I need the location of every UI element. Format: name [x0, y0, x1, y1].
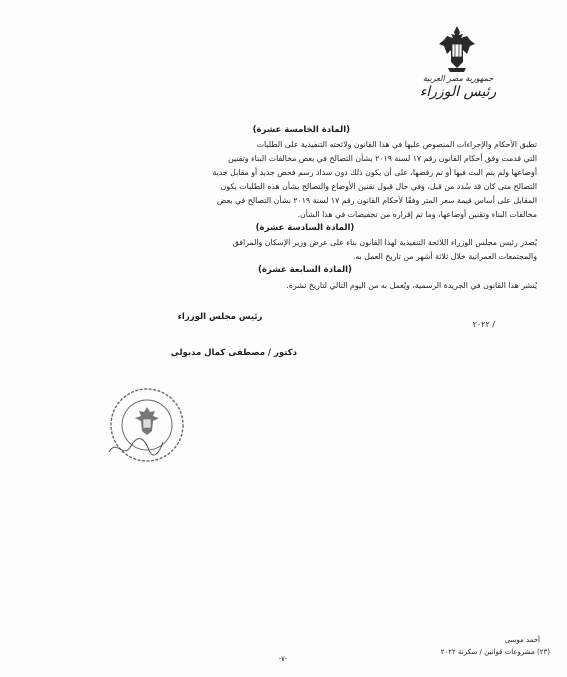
signature-scribble-icon: [105, 432, 165, 462]
signature-title: رئيس مجلس الوزراء: [177, 312, 263, 322]
article-16-line: يُصدر رئيس مجلس الوزراء اللائحة التنفيذية لهذا القانون بناء على عرض وزير الإسكان والمرافق: [232, 238, 537, 247]
article-17-heading: (المادة السابعة عشرة): [258, 265, 352, 275]
header-country: جمهورية مصر العربية: [422, 74, 494, 83]
article-15-line: المقابل على أساس قيمة سعر المتر وفقًا لأحكام القانون رقم ١٧ لسنة ٢٠١٩ بشأن التصالح في بعض: [217, 196, 537, 205]
signature-name: دكتور / مصطفى كمال مدبولى: [170, 348, 297, 358]
header-office: رئيس الوزراء: [419, 84, 497, 100]
footer-author: أحمد موسى: [504, 636, 540, 644]
article-15-line: التصالح متى كان قد سُدد من قبل، وفي حال قبول تقنين الأوضاع والتصالح بشأن هذه الطلبات يكون: [220, 182, 537, 191]
article-17-line: يُنشر هذا القانون في الجريدة الرسمية، ويُعمل به من اليوم التالي لتاريخ نشره.: [286, 281, 537, 290]
footer-reference: (٢٣) مشروعات قوانين / سكرتة ٢٠٢٢: [440, 648, 550, 656]
signature-date: / ٢٠٢٢: [472, 320, 495, 329]
page-number: -٧-: [278, 655, 288, 663]
article-15-heading: (المادة الخامسة عشرة): [252, 125, 350, 135]
article-15-line: أوضاعها ولم يتم البت فيها أو تم رفضها، على أن يكون ذلك دون سداد رسم فحص جديد أو مقابل جدية: [212, 168, 537, 177]
article-16-heading: (المادة السادسة عشرة): [255, 223, 355, 233]
article-15-line: التي قدمت وفق أحكام القانون رقم ١٧ لسنة ٢٠١٩ بشأن التصالح في بعض مخالفات البناء وتقنين: [227, 154, 537, 163]
eagle-emblem-icon: [437, 24, 477, 74]
article-16-line: والمجتمعات العمرانية خلال ثلاثة أشهر من تاريخ العمل به.: [352, 252, 537, 261]
article-15-line: مخالفات البناء وتقنين أوضاعها، وما تم إقراره من تخفيضات في هذا الشأن.: [297, 210, 537, 219]
article-15-line: تطبق الأحكام والإجراءات المنصوص عليها في هذا القانون ولائحته التنفيذية على الطلبات: [256, 140, 537, 149]
